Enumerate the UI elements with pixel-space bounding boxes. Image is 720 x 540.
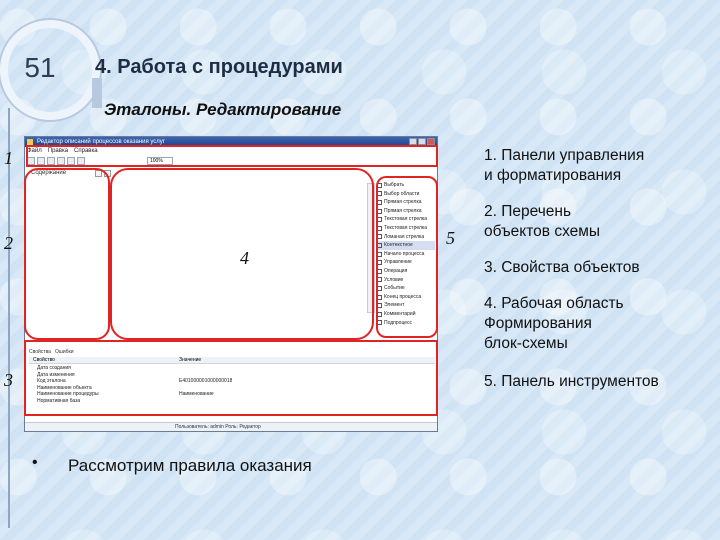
highlight-toolbars bbox=[26, 145, 438, 167]
palette-item[interactable]: Событие bbox=[377, 284, 435, 293]
table-row[interactable]: Наименование процедуры Наименование bbox=[37, 391, 214, 397]
window-controls bbox=[409, 138, 435, 145]
menu-edit[interactable]: Правка bbox=[47, 148, 69, 154]
palette-item[interactable]: Ломаная стрелка bbox=[377, 233, 435, 242]
bullet-icon: • bbox=[32, 454, 38, 471]
minimize-icon[interactable] bbox=[409, 138, 417, 145]
slide-number: 51 bbox=[24, 52, 56, 83]
palette-item[interactable]: Прямая стрелка bbox=[377, 207, 435, 216]
legend-item-1: 1. Панели управления и форматирования bbox=[484, 147, 645, 184]
slide-subtitle: Эталоны. Редактирование bbox=[104, 100, 342, 119]
callout-5: 5 bbox=[446, 228, 455, 248]
table-row[interactable]: Наименование объекта bbox=[37, 384, 92, 391]
window-title: Редактор описаний процессов оказания услуг bbox=[37, 139, 165, 145]
menu-file[interactable]: Файл bbox=[27, 148, 42, 154]
palette-item[interactable]: Подпроцесс bbox=[377, 319, 435, 328]
bullet-text: Рассмотрим правила оказания bbox=[68, 456, 312, 475]
explorer-tab[interactable]: Содержание bbox=[31, 170, 67, 176]
tab-properties[interactable]: Свойства bbox=[29, 349, 51, 355]
palette-item[interactable]: Контекстное bbox=[377, 241, 435, 250]
table-row[interactable]: Код эталона E401000001000000018 bbox=[37, 378, 233, 384]
ring-connector bbox=[92, 78, 102, 108]
legend-item-4: 4. Рабочая область Формирования блок-схемы bbox=[484, 295, 624, 352]
column-header-value: Значение bbox=[179, 357, 202, 363]
zoom-select[interactable]: 100% bbox=[147, 157, 173, 165]
palette-item[interactable]: Конец процесса bbox=[377, 293, 435, 302]
left-decor-rule bbox=[8, 108, 10, 528]
callout-1: 1 bbox=[4, 148, 13, 168]
table-row[interactable]: Нормативная база bbox=[37, 397, 81, 404]
slide-title: 4. Работа с процедурами bbox=[95, 56, 343, 78]
palette-item[interactable]: Операция bbox=[377, 267, 435, 276]
menu-help[interactable]: Справка bbox=[74, 148, 98, 154]
highlight-properties bbox=[24, 340, 438, 416]
callout-3: 3 bbox=[4, 370, 13, 390]
palette-item[interactable]: Начало процесса bbox=[377, 250, 435, 259]
table-row[interactable]: Дата создания bbox=[37, 365, 71, 371]
status-bar: Пользователь: admin Роль: Редактор bbox=[25, 422, 437, 431]
palette-item[interactable]: Управление bbox=[377, 258, 435, 267]
palette-item[interactable]: Текстовая стрелка bbox=[377, 224, 435, 233]
callout-4: 4 bbox=[240, 248, 249, 268]
column-header-property: Свойство bbox=[33, 357, 55, 363]
palette-item[interactable]: Прямая стрелка bbox=[377, 198, 435, 207]
palette-item[interactable]: Текстовая стрелка bbox=[377, 215, 435, 224]
legend-item-5: 5. Панель инструментов bbox=[484, 373, 659, 390]
tab-errors[interactable]: Ошибки bbox=[54, 349, 74, 355]
maximize-icon[interactable] bbox=[418, 138, 426, 145]
palette-item[interactable]: Условие bbox=[377, 276, 435, 285]
legend-item-2: 2. Перечень объектов схемы bbox=[484, 203, 601, 240]
highlight-tool-palette bbox=[376, 176, 438, 338]
callout-2: 2 bbox=[4, 233, 13, 253]
palette-item[interactable]: Элемент bbox=[377, 301, 435, 310]
palette-item[interactable]: Комментарий bbox=[377, 310, 435, 319]
table-row[interactable]: Дата изменения bbox=[37, 371, 75, 378]
highlight-object-list bbox=[24, 168, 110, 340]
palette-item[interactable]: Выбор области bbox=[377, 190, 435, 199]
palette-item[interactable]: Выбрать bbox=[377, 181, 435, 190]
close-icon[interactable] bbox=[427, 138, 435, 145]
legend-item-3: 3. Свойства объектов bbox=[484, 259, 640, 276]
